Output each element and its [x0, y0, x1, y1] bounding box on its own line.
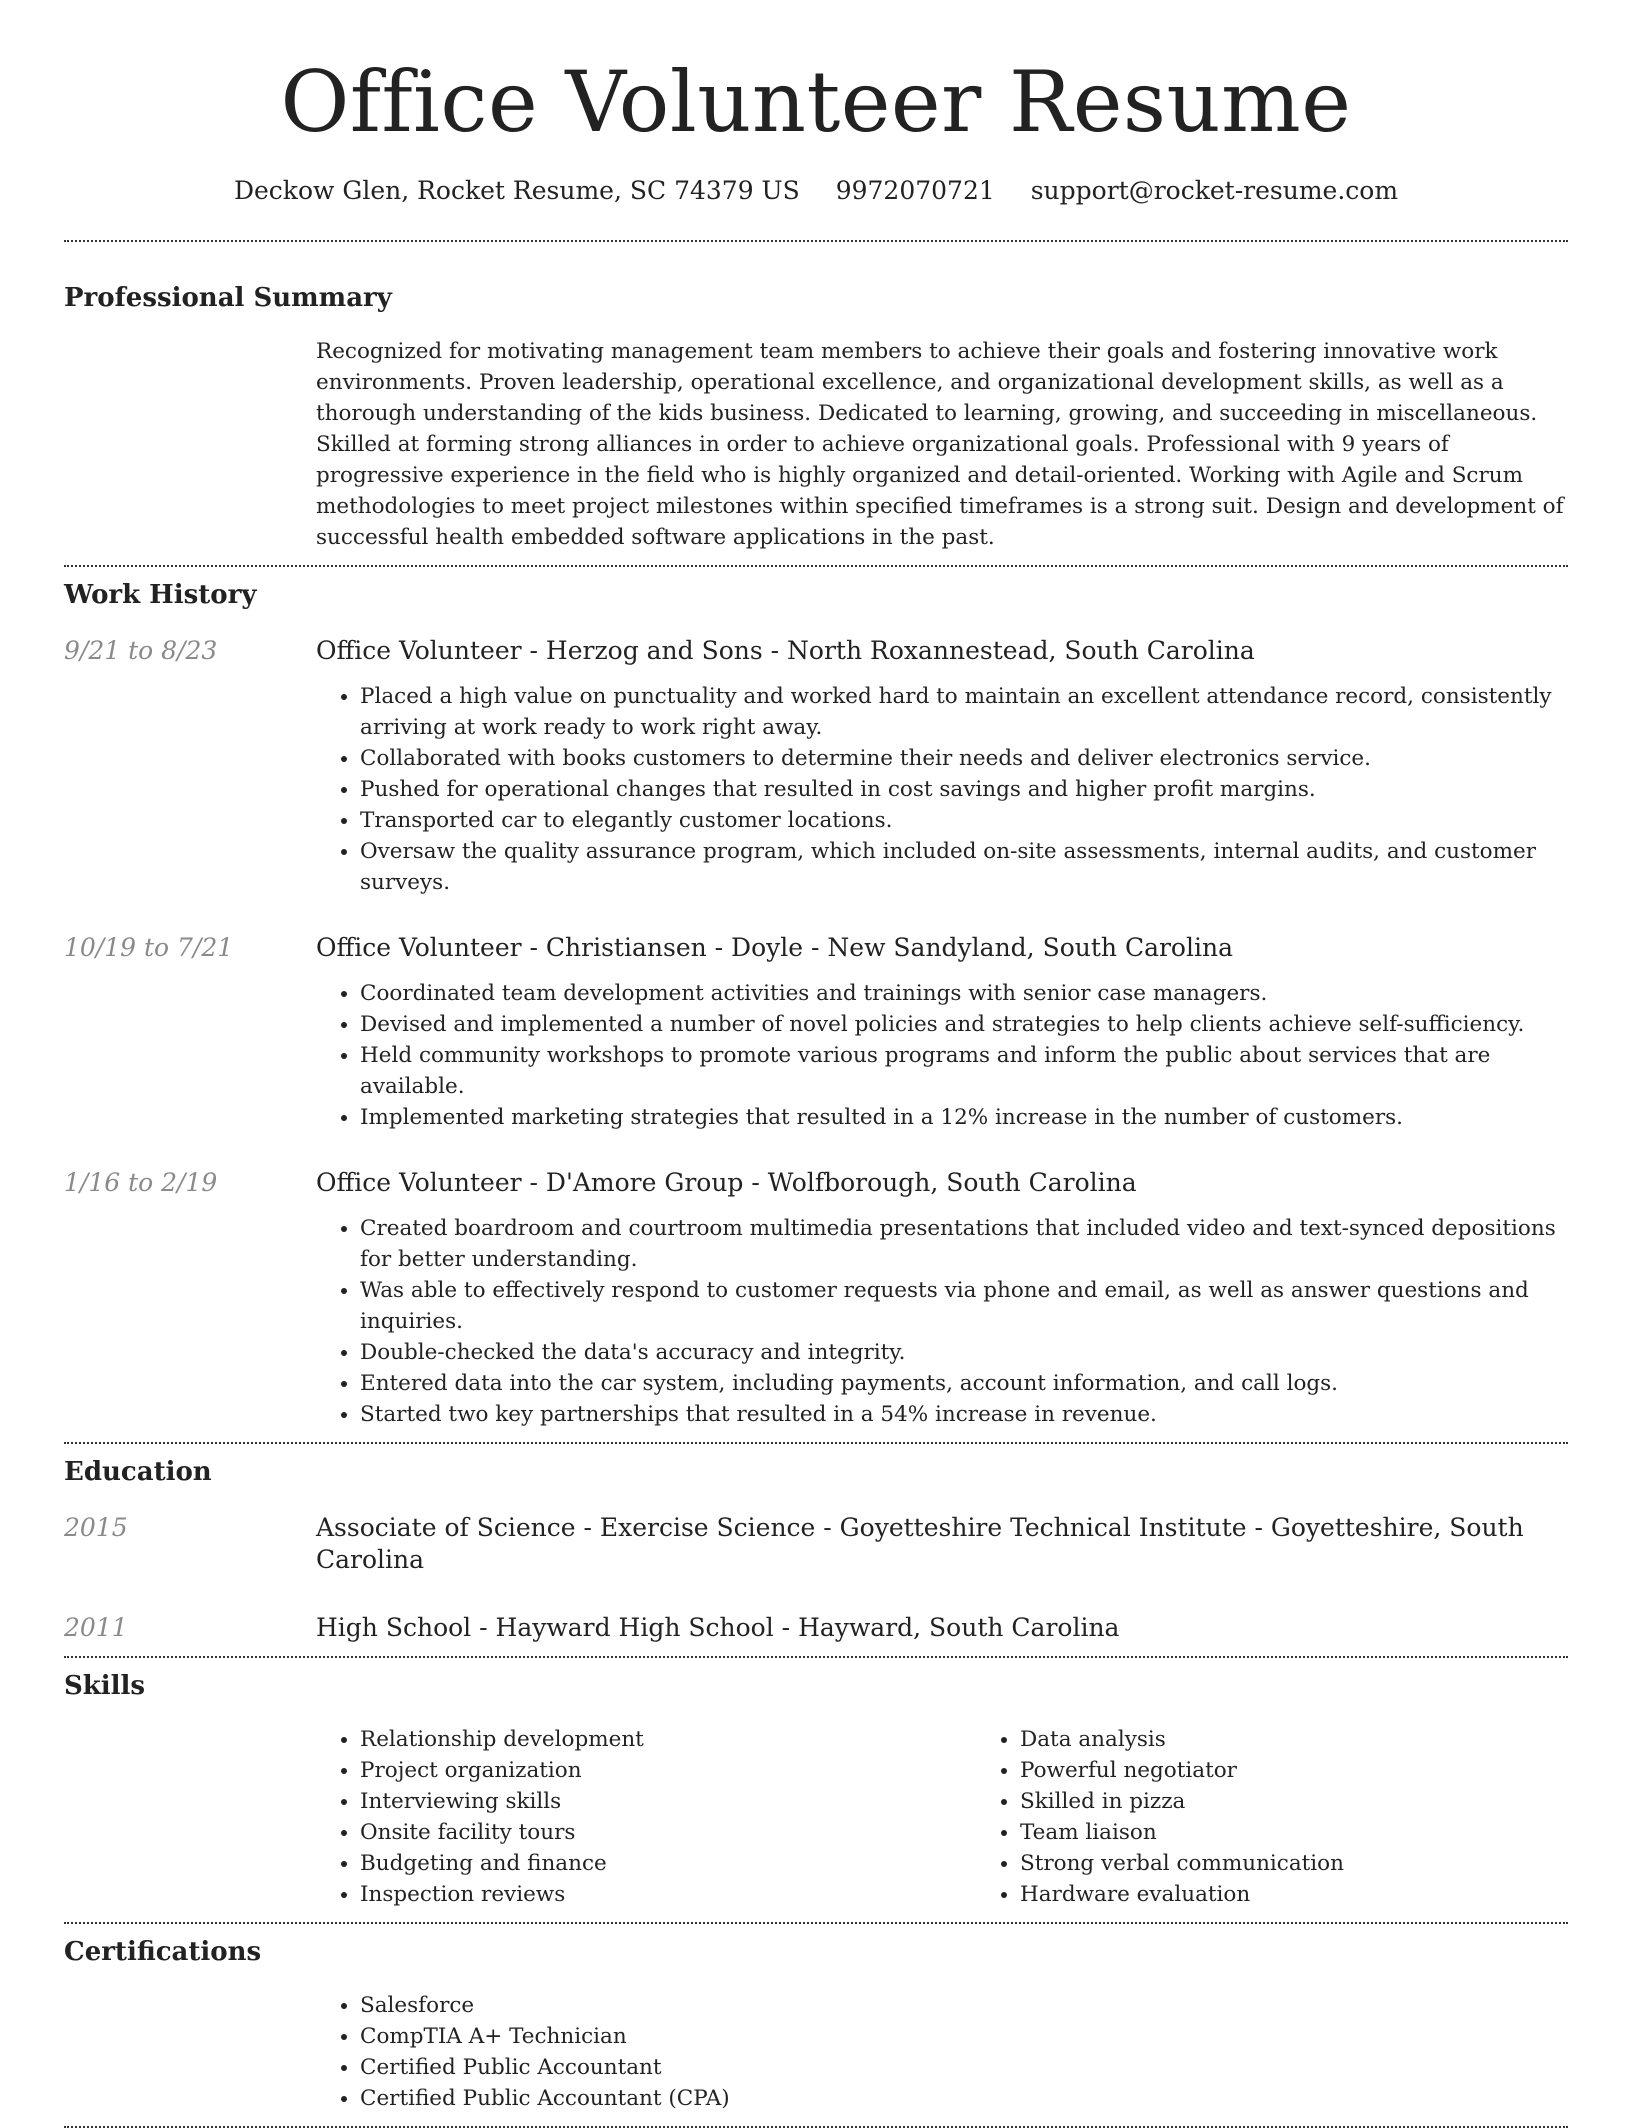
job-title: Office Volunteer - Herzog and Sons - North Roxannestead, South Carolina — [316, 636, 1255, 665]
skill-item: • Interviewing skills — [360, 1786, 976, 1817]
job-dates: 9/21 to 8/23 — [64, 636, 218, 665]
job-entry — [64, 635, 1568, 898]
education-title: High School - Hayward High School - Hayward, South Carolina — [316, 1613, 1120, 1642]
job-entry — [64, 1167, 1568, 1430]
list-item: • Oversaw the quality assurance program, which included on-site assessments, internal audits, and customer surveys. — [360, 836, 1568, 898]
list-item: • Created boardroom and courtroom multimedia presentations that included video and text-synced depositions for better understanding. — [360, 1213, 1568, 1275]
skills-list-left — [316, 1724, 976, 1910]
skill-item: • Data analysis — [1020, 1724, 1632, 1755]
summary-text: Recognized for motivating management team members to achieve their goals and fostering innovative work environments. Proven leadership, operational excellence, and organizational development skills, as well as a thorough understanding of the kids business. Dedicated to learning, growing, and succeeding in miscellaneous. Skilled at forming strong alliances in order to achieve organizational goals. Professional with 9 years of progressive experience in the field who is highly organized and detail-oriented. Working with Agile and Scrum methodologies to meet project milestones within specified timeframes is a strong suit. Design and development of successful health embedded software applications in the past. — [316, 339, 1564, 550]
job-title: Office Volunteer - Christiansen - Doyle - New Sandyland, South Carolina — [316, 933, 1233, 962]
education-year: 2011 — [64, 1613, 128, 1642]
skill-item: • Team liaison — [1020, 1817, 1632, 1848]
list-item: • Devised and implemented a number of novel policies and strategies to help clients achieve self-sufficiency. — [360, 1009, 1568, 1040]
skill-item: • Hardware evaluation — [1020, 1879, 1632, 1910]
resume-title: Office Volunteer Resume — [280, 53, 1352, 151]
education-year: 2015 — [64, 1513, 128, 1542]
contact-line — [64, 176, 1568, 206]
skill-item: • Inspection reviews — [360, 1879, 976, 1910]
work-section — [64, 579, 1568, 1430]
education-title: Associate of Science - Exercise Science - Goyetteshire Technical Institute - Goyetteshire, South Carolina — [316, 1513, 1524, 1574]
divider — [64, 1922, 1568, 1924]
skill-item: • Onsite facility tours — [360, 1817, 976, 1848]
skill-item: • Relationship development — [360, 1724, 976, 1755]
divider — [64, 565, 1568, 567]
summary-heading: Professional Summary — [64, 283, 392, 313]
work-heading: Work History — [64, 580, 257, 610]
contact-phone: 9972070721 — [835, 176, 995, 205]
contact-email: support@rocket-resume.com — [1030, 176, 1399, 205]
list-item: • Coordinated team development activities and trainings with senior case managers. — [360, 978, 1568, 1009]
contact-address: Deckow Glen, Rocket Resume, SC 74379 US — [233, 176, 800, 205]
certification-item: • Salesforce — [360, 1990, 1568, 2021]
list-item: • Implemented marketing strategies that resulted in a 12% increase in the number of customers. — [360, 1102, 1568, 1133]
divider — [64, 240, 1568, 242]
job-dates: 1/16 to 2/19 — [64, 1168, 218, 1197]
certifications-list — [316, 1990, 1568, 2114]
list-item: • Pushed for operational changes that resulted in cost savings and higher profit margins. — [360, 774, 1568, 805]
skill-item: • Strong verbal communication — [1020, 1848, 1632, 1879]
list-item: • Double-checked the data's accuracy and integrity. — [360, 1337, 1568, 1368]
list-item: • Collaborated with books customers to determine their needs and deliver electronics service. — [360, 743, 1568, 774]
skill-item: • Project organization — [360, 1755, 976, 1786]
education-section — [64, 1456, 1568, 1644]
education-heading: Education — [64, 1457, 212, 1487]
list-item: • Held community workshops to promote various programs and inform the public about services that are available. — [360, 1040, 1568, 1102]
certifications-section — [64, 1936, 1568, 2114]
job-bullets — [316, 681, 1568, 898]
skill-item: • Budgeting and finance — [360, 1848, 976, 1879]
list-item: • Entered data into the car system, including payments, account information, and call logs. — [360, 1368, 1568, 1399]
list-item: • Started two key partnerships that resulted in a 54% increase in revenue. — [360, 1399, 1568, 1430]
divider — [64, 1656, 1568, 1658]
summary-section — [64, 282, 1568, 553]
certification-item: • Certified Public Accountant (CPA) — [360, 2083, 1568, 2114]
divider — [64, 1442, 1568, 1444]
job-title: Office Volunteer - D'Amore Group - Wolfborough, South Carolina — [316, 1168, 1137, 1197]
certifications-heading: Certifications — [64, 1937, 262, 1967]
job-bullets — [316, 1213, 1568, 1430]
job-entry — [64, 932, 1568, 1133]
education-entry — [64, 1612, 1568, 1644]
skills-section — [64, 1670, 1568, 1910]
job-dates: 10/19 to 7/21 — [64, 933, 234, 962]
list-item: • Transported car to elegantly customer locations. — [360, 805, 1568, 836]
certification-item: • CompTIA A+ Technician — [360, 2021, 1568, 2052]
education-entry — [64, 1512, 1568, 1576]
list-item: • Placed a high value on punctuality and worked hard to maintain an excellent attendance record, consistently arriving at work ready to work right away. — [360, 681, 1568, 743]
skills-heading: Skills — [64, 1671, 146, 1701]
certification-item: • Certified Public Accountant — [360, 2052, 1568, 2083]
skill-item: • Powerful negotiator — [1020, 1755, 1632, 1786]
skills-list-right — [976, 1724, 1632, 1910]
job-bullets — [316, 978, 1568, 1133]
list-item: • Was able to effectively respond to customer requests via phone and email, as well as answer questions and inquiries. — [360, 1275, 1568, 1337]
skill-item: • Skilled in pizza — [1020, 1786, 1632, 1817]
